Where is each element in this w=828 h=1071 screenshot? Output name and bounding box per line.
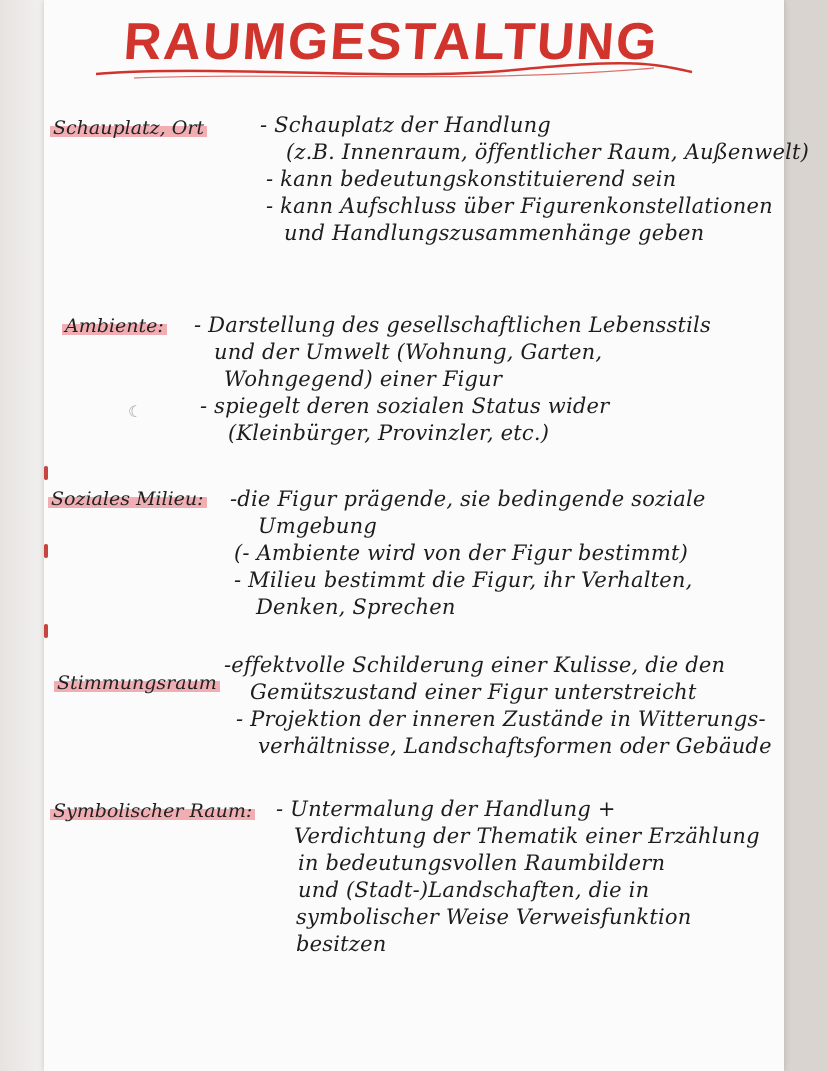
section-milieu-text: [230, 486, 706, 621]
line: Wohngegend) einer Figur: [224, 367, 503, 391]
line: besitzen: [296, 932, 387, 956]
label-soziales-milieu: Soziales Milieu:: [48, 488, 207, 510]
line: (Kleinbürger, Provinzler, etc.): [228, 421, 550, 445]
line: - Darstellung des gesellschaftlichen Lebensstils: [194, 313, 711, 337]
line: in bedeutungsvollen Raumbildern: [298, 851, 666, 875]
line: symbolischer Weise Verweisfunktion: [296, 905, 692, 929]
line: und Handlungszusammenhänge geben: [284, 221, 705, 245]
line: - Milieu bestimmt die Figur, ihr Verhalten,: [234, 568, 693, 592]
line: Verdichtung der Thematik einer Erzählung: [294, 824, 760, 848]
background-surface: [0, 0, 44, 1071]
line: verhältnisse, Landschaftsformen oder Gebäude: [258, 734, 772, 758]
title-underline: [94, 60, 694, 90]
section-symbolischer-raum-text: [276, 796, 760, 958]
margin-mark: [44, 624, 48, 638]
paper-sheet: [44, 0, 810, 1071]
section-stimmungsraum-text: [224, 652, 772, 760]
line: (z.B. Innenraum, öffentlicher Raum, Außenwelt): [286, 140, 810, 164]
section-schauplatz-text: [254, 112, 809, 247]
line: und (Stadt-)Landschaften, die in: [298, 878, 650, 902]
margin-mark: [44, 544, 48, 558]
line: - spiegelt deren sozialen Status wider: [200, 394, 610, 418]
line: - Untermalung der Handlung +: [276, 797, 616, 821]
label-stimmungsraum: Stimmungsraum: [54, 672, 220, 694]
line: Umgebung: [258, 514, 378, 538]
label-ambiente: Ambiente:: [62, 315, 167, 337]
stray-mark-icon: ☾: [128, 402, 143, 421]
page-title: RAUMGESTALTUNG: [121, 13, 661, 71]
line: - kann bedeutungskonstituierend sein: [266, 167, 677, 191]
label-schauplatz: Schauplatz, Ort: [50, 117, 207, 139]
label-symbolischer-raum: Symbolischer Raum:: [50, 800, 255, 822]
section-ambiente-text: [194, 312, 711, 447]
margin-mark: [44, 466, 48, 480]
line: - kann Aufschluss über Figurenkonstellationen: [266, 194, 773, 218]
line: - Schauplatz der Handlung: [260, 113, 551, 137]
line: -effektvolle Schilderung einer Kulisse, die den: [224, 653, 726, 677]
line: - Projektion der inneren Zustände in Witterungs-: [236, 707, 766, 731]
line: (- Ambiente wird von der Figur bestimmt): [234, 541, 689, 565]
line: und der Umwelt (Wohnung, Garten,: [214, 340, 603, 364]
line: Denken, Sprechen: [256, 595, 456, 619]
line: Gemütszustand einer Figur unterstreicht: [250, 680, 697, 704]
line: -die Figur prägende, sie bedingende soziale: [230, 487, 706, 511]
